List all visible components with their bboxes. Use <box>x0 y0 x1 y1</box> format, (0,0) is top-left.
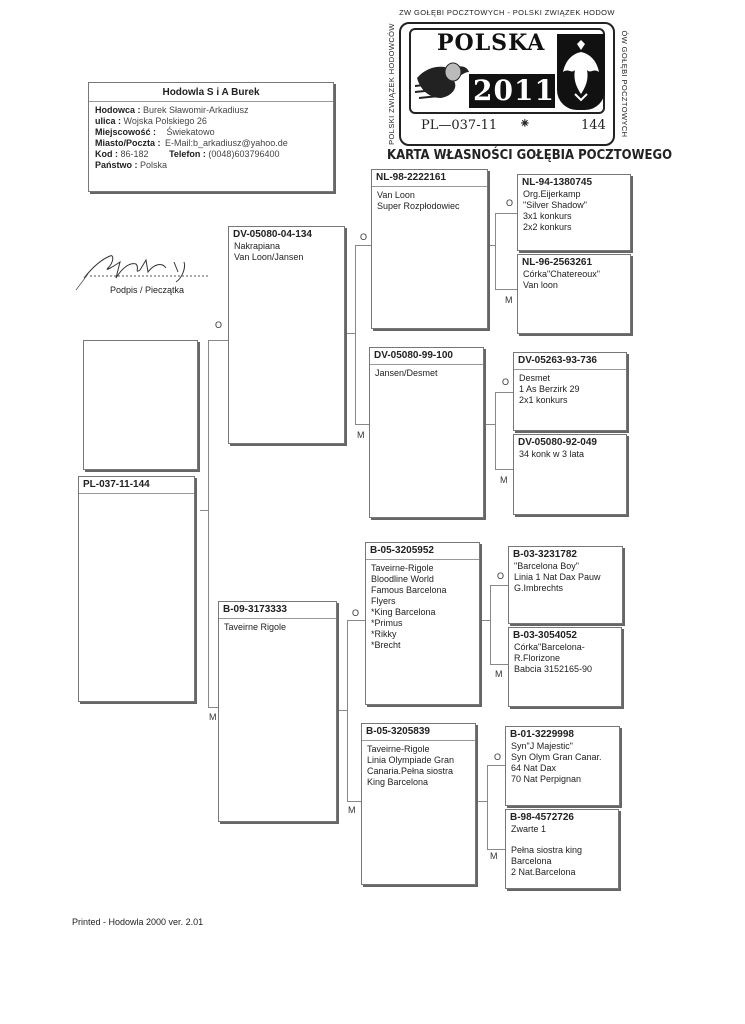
father-label: O <box>494 752 502 762</box>
connector-line <box>347 620 365 621</box>
father-line: Van Loon/Jansen <box>234 252 304 262</box>
connector-line <box>495 469 513 470</box>
stamp-caption: KARTA WŁASNOŚCI GOŁĘBIA POCZTOWEGO <box>387 148 673 163</box>
father-box <box>228 226 345 444</box>
father-label: O <box>502 377 510 387</box>
great-grandparent-line: 70 Nat Perpignan <box>511 774 582 784</box>
great-grandparent-line: 1 As Berzirk 29 <box>519 384 580 394</box>
breeder-value: Świekatowo <box>166 127 215 137</box>
connector-line <box>355 424 369 425</box>
grandparent-line: Jansen/Desmet <box>375 368 438 378</box>
great-grandparent-line: Córka"Chatereoux" <box>523 269 600 279</box>
grandparent-line: Canaria.Pełna siostra <box>367 766 454 776</box>
connector-line <box>208 340 228 341</box>
breeder-value: Burek Sławomir-Arkadiusz <box>143 105 249 115</box>
great-grandparent-box <box>508 627 622 707</box>
grandparent-line: Van Loon <box>377 190 415 200</box>
great-grandparent-line: Zwarte 1 <box>511 824 547 834</box>
eagle-emblem-icon <box>557 34 605 110</box>
great-grandparent-ring: B-98-4572726 <box>510 812 574 823</box>
connector-line <box>495 392 513 393</box>
great-grandparent-box <box>517 254 631 334</box>
great-grandparent-ring: B-03-3231782 <box>513 549 577 560</box>
mother-label: M <box>500 475 508 485</box>
father-label: O <box>360 232 368 242</box>
great-grandparent-box <box>505 809 619 889</box>
stamp-left-text: POLSKI ZWIĄZEK HODOWCÓW <box>387 23 396 145</box>
signature-caption: Podpis / Pieczątka <box>110 285 185 295</box>
phone-label: Telefon : <box>169 149 206 159</box>
great-grandparent-box <box>505 726 620 806</box>
grandparent-box <box>369 347 484 518</box>
great-grandparent-line: Van loon <box>523 280 558 290</box>
stamp-year: 2011 <box>473 74 555 107</box>
stamp-asterisk: ⁕ <box>519 116 531 132</box>
breeder-label: Państwo : <box>95 160 138 170</box>
pigeon-ring: PL-037-11-144 <box>83 479 150 490</box>
mother-label: M <box>348 805 356 815</box>
great-grandparent-ring: NL-96-2563261 <box>522 257 593 268</box>
great-grandparent-ring: B-01-3229998 <box>510 729 574 740</box>
grandparent-line: *Brecht <box>371 640 401 650</box>
grandparent-box <box>371 169 488 329</box>
father-label: O <box>506 198 514 208</box>
connector-line <box>495 213 496 290</box>
breeder-label: ulica : <box>95 116 122 126</box>
mother-ring: B-09-3173333 <box>223 604 287 615</box>
father-label: O <box>215 320 223 330</box>
great-grandparent-line: Syn Olym Gran Canar. <box>511 752 602 762</box>
grandparent-line: *Primus <box>371 618 403 628</box>
great-grandparent-box <box>517 174 631 251</box>
grandparent-line: Super Rozpłodowiec <box>377 201 460 211</box>
great-grandparent-line: "Silver Shadow" <box>523 200 587 210</box>
great-grandparent-line: 2x2 konkurs <box>523 222 572 232</box>
grandparent-line: Bloodline World <box>371 574 434 584</box>
breeder-title: Hodowla S i A Burek <box>89 83 333 102</box>
connector-line <box>347 801 361 802</box>
father-label: O <box>497 571 505 581</box>
grandparent-line: Famous Barcelona <box>371 585 447 595</box>
mother-label: M <box>490 851 498 861</box>
father-line: Nakrapiana <box>234 241 281 251</box>
pigeon-box <box>78 476 195 702</box>
breeder-value: E-Mail:b_arkadiusz@yahoo.de <box>165 138 288 148</box>
mother-label: M <box>209 712 217 722</box>
mother-label: M <box>505 295 513 305</box>
grandparent-line: *Rikky <box>371 629 397 639</box>
association-stamp <box>381 8 673 163</box>
great-grandparent-line: 3x1 konkurs <box>523 211 572 221</box>
great-grandparent-ring: DV-05080-92-049 <box>518 437 597 448</box>
pigeon-photo-placeholder <box>83 340 198 470</box>
breeder-row-street <box>89 116 333 127</box>
great-grandparent-line: Org.Eijerkamp <box>523 189 581 199</box>
great-grandparent-line: Córka"Barcelona- <box>514 642 585 652</box>
box-divider <box>79 493 194 494</box>
box-divider <box>370 364 483 365</box>
great-grandparent-line: R.Florizone <box>514 653 561 663</box>
breeder-row-town <box>89 127 333 138</box>
phone-value: (0048)603796400 <box>208 149 280 159</box>
grandparent-ring: DV-05080-99-100 <box>374 350 453 361</box>
connector-line <box>487 245 495 246</box>
breeder-value: Polska <box>140 160 168 170</box>
breeder-label: Hodowca : <box>95 105 141 115</box>
great-grandparent-line <box>506 835 618 845</box>
great-grandparent-box <box>513 352 627 431</box>
connector-line <box>355 245 371 246</box>
grandparent-box <box>361 723 476 885</box>
stamp-ring-number: 144 <box>581 118 606 133</box>
grandparent-line: Flyers <box>371 596 396 606</box>
breeder-row-country <box>89 160 333 171</box>
grandparent-ring: NL-98-2222161 <box>376 172 447 183</box>
great-grandparent-line: 64 Nat Dax <box>511 763 557 773</box>
grandparent-line: Taveirne-Rigole <box>367 744 430 754</box>
connector-line <box>490 664 508 665</box>
great-grandparent-box <box>508 546 623 624</box>
breeder-label: Kod : <box>95 149 118 159</box>
great-grandparent-line: Syn"J Majestic" <box>511 741 573 751</box>
grandparent-line: King Barcelona <box>367 777 429 787</box>
breeder-row-city <box>89 138 333 149</box>
great-grandparent-line: Barcelona <box>511 856 552 866</box>
great-grandparent-line: "Barcelona Boy" <box>514 561 579 571</box>
grandparent-line: *King Barcelona <box>371 607 436 617</box>
mother-label: M <box>357 430 365 440</box>
mother-line: Taveirne Rigole <box>224 622 287 632</box>
signature-area <box>70 238 220 298</box>
breeder-row-owner <box>89 105 333 116</box>
grandparent-box <box>365 542 480 705</box>
print-footer: Printed - Hodowla 2000 ver. 2.01 <box>72 917 204 927</box>
box-divider <box>362 740 475 741</box>
great-grandparent-ring: NL-94-1380745 <box>522 177 593 188</box>
great-grandparent-line: Pełna siostra king <box>511 845 583 855</box>
breeder-row-code <box>89 149 333 160</box>
connector-line <box>495 392 496 470</box>
breeder-info-box <box>88 82 334 192</box>
stamp-country: POLSKA <box>437 30 546 56</box>
great-grandparent-box <box>513 434 627 515</box>
stamp-right-text: ÓW GOŁĘBI POCZTOWYCH <box>620 30 629 138</box>
connector-line <box>200 510 208 511</box>
connector-line <box>347 620 348 802</box>
connector-line <box>495 213 517 214</box>
connector-line <box>475 801 487 802</box>
box-divider <box>514 369 626 370</box>
grandparent-ring: B-05-3205952 <box>370 545 434 556</box>
connector-line <box>487 765 488 850</box>
stamp-ring-code: PL—037-11 <box>421 118 498 133</box>
connector-line <box>208 340 209 708</box>
connector-line <box>487 765 505 766</box>
father-label: O <box>352 608 360 618</box>
mother-label: M <box>495 669 503 679</box>
grandparent-line: Linia Olympiade Gran <box>367 755 455 765</box>
breeder-label: Miejscowość : <box>95 127 157 137</box>
connector-line <box>490 585 508 586</box>
box-divider <box>372 186 487 187</box>
great-grandparent-line: Linia 1 Nat Dax Pauw <box>514 572 601 582</box>
grandparent-ring: B-05-3205839 <box>366 726 430 737</box>
grandparent-line: Taveirne-Rigole <box>371 563 434 573</box>
stamp-top-text: ZW GOŁĘBI POCZTOWYCH - POLSKI ZWIĄZEK HODOW <box>399 8 615 17</box>
breeder-value: Wojska Polskiego 26 <box>123 116 207 126</box>
great-grandparent-line: 34 konk w 3 lata <box>519 449 585 459</box>
stamp-code-row <box>421 116 611 138</box>
connector-line <box>208 707 218 708</box>
great-grandparent-line: G.Imbrechts <box>514 583 564 593</box>
breeder-value: 86-182 <box>120 149 149 159</box>
connector-line <box>495 289 517 290</box>
box-divider <box>219 618 336 619</box>
connector-line <box>490 585 491 665</box>
mother-box <box>218 601 337 822</box>
connector-line <box>487 849 505 850</box>
great-grandparent-ring: DV-05263-93-736 <box>518 355 597 366</box>
great-grandparent-ring: B-03-3054052 <box>513 630 577 641</box>
great-grandparent-line: 2 Nat.Barcelona <box>511 867 576 877</box>
great-grandparent-line: Desmet <box>519 373 551 383</box>
connector-line <box>355 245 356 425</box>
pigeon-icon <box>413 56 471 104</box>
breeder-label: Miasto/Poczta : <box>95 138 161 148</box>
box-divider <box>366 559 479 560</box>
great-grandparent-line: 2x1 konkurs <box>519 395 568 405</box>
great-grandparent-line: Babcia 3152165-90 <box>514 664 593 674</box>
father-ring: DV-05080-04-134 <box>233 229 312 240</box>
